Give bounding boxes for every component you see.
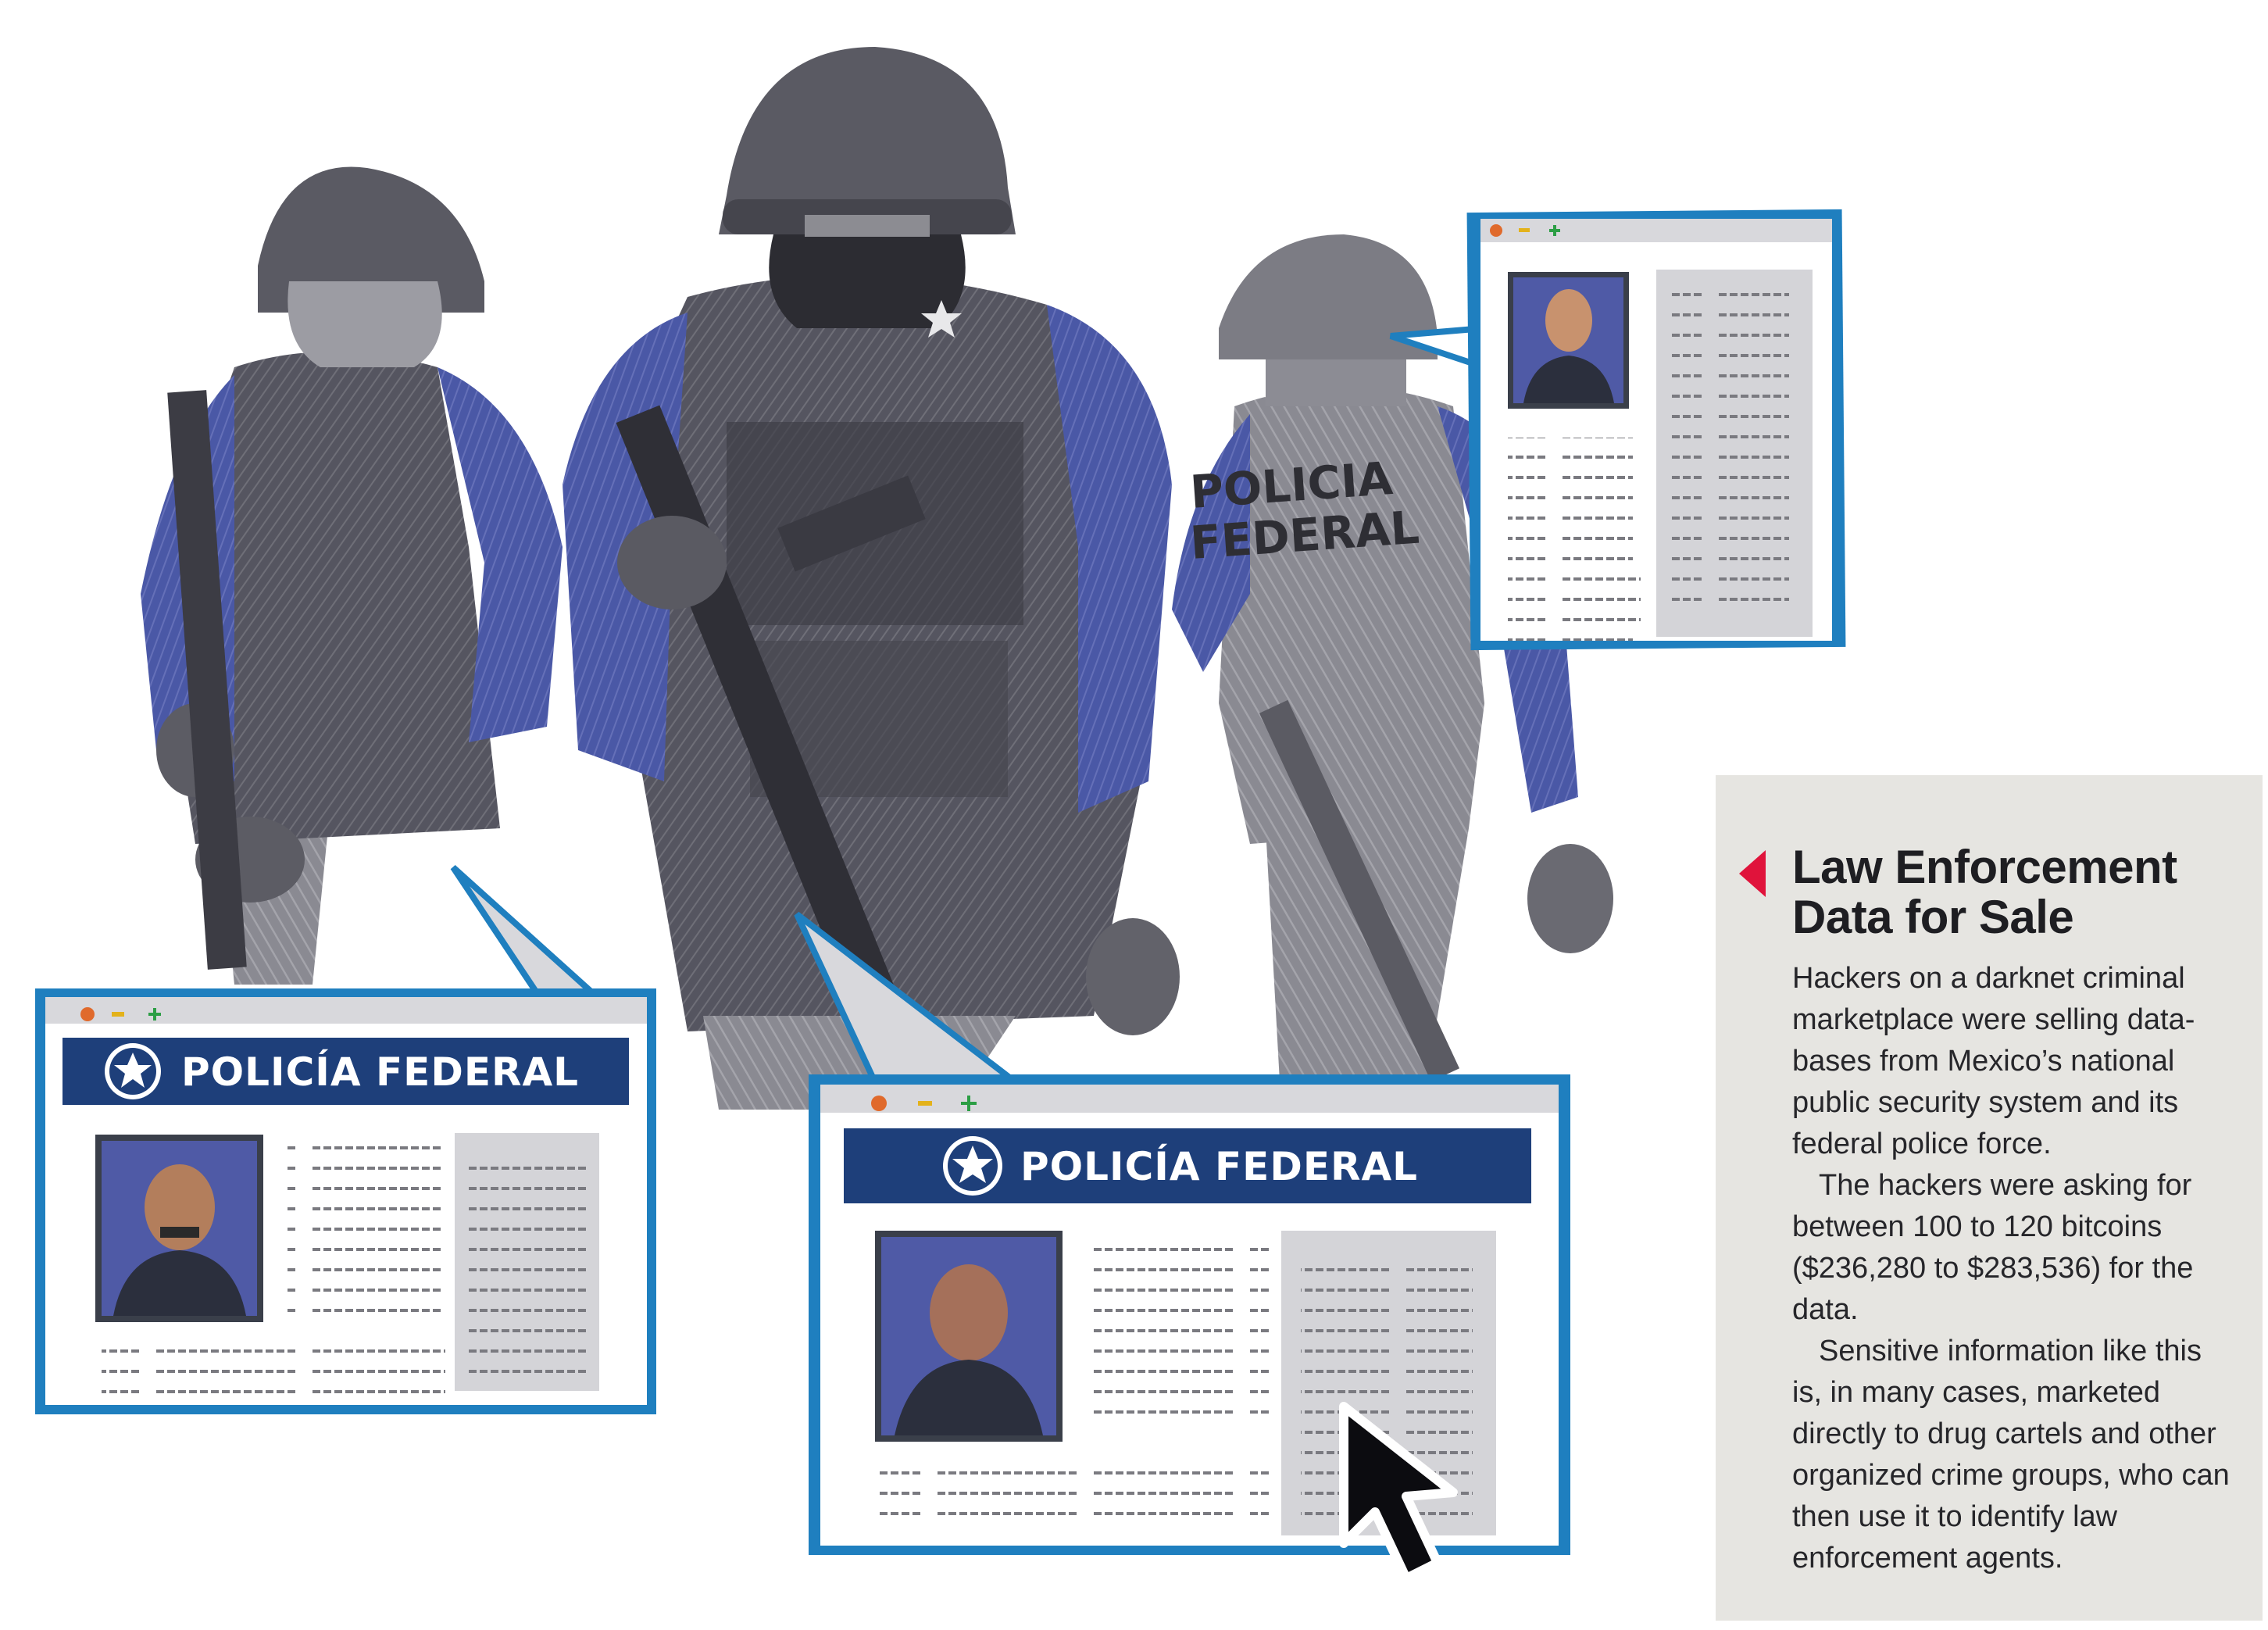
vest-text-policia: POLICIA bbox=[1188, 452, 1395, 519]
window-close-icon bbox=[80, 1007, 95, 1021]
profile-window-center bbox=[797, 914, 1570, 1578]
sidebar-title: Law Enforcement Data for Sale bbox=[1792, 841, 2177, 943]
police-star-icon bbox=[105, 1043, 161, 1099]
officer-photo-left bbox=[95, 1135, 263, 1322]
triangle-marker-icon bbox=[1739, 850, 1766, 897]
profile-window-left bbox=[35, 867, 656, 1414]
window-left-header-title: POLICÍA FEDERAL bbox=[181, 1049, 580, 1095]
officer-photo-center bbox=[875, 1231, 1063, 1442]
sidebar-paragraph: Hackers on a darknet criminal marketplace were selling data-bases from Mexico’s national public security system and its federal police force. bbox=[1792, 962, 2195, 1160]
police-star-icon bbox=[943, 1136, 1002, 1196]
window-center-header-title: POLICÍA FEDERAL bbox=[1020, 1144, 1419, 1189]
info-sidebar bbox=[1716, 775, 2263, 1621]
window-minimize-icon bbox=[1519, 228, 1530, 232]
window-minimize-icon bbox=[918, 1101, 932, 1106]
officer-photo-top-right bbox=[1508, 272, 1629, 409]
window-minimize-icon bbox=[112, 1012, 124, 1017]
window-close-icon bbox=[871, 1096, 887, 1111]
window-close-icon bbox=[1490, 224, 1502, 237]
vest-text-federal: FEDERAL bbox=[1188, 500, 1421, 570]
sidebar-body bbox=[1792, 958, 2231, 1579]
sidebar-paragraph: Sensitive information like this is, in many cases, marketed directly to drug cartels and other organized crime groups, who can then use it to identify law enforcement agents. bbox=[1792, 1335, 2230, 1575]
officer-center bbox=[563, 47, 1180, 1110]
sidebar-paragraph: The hackers were asking for between 100 to 120 bitcoins ($236,280 to $283,536) for the data. bbox=[1792, 1169, 2194, 1326]
officer-left bbox=[141, 167, 563, 985]
